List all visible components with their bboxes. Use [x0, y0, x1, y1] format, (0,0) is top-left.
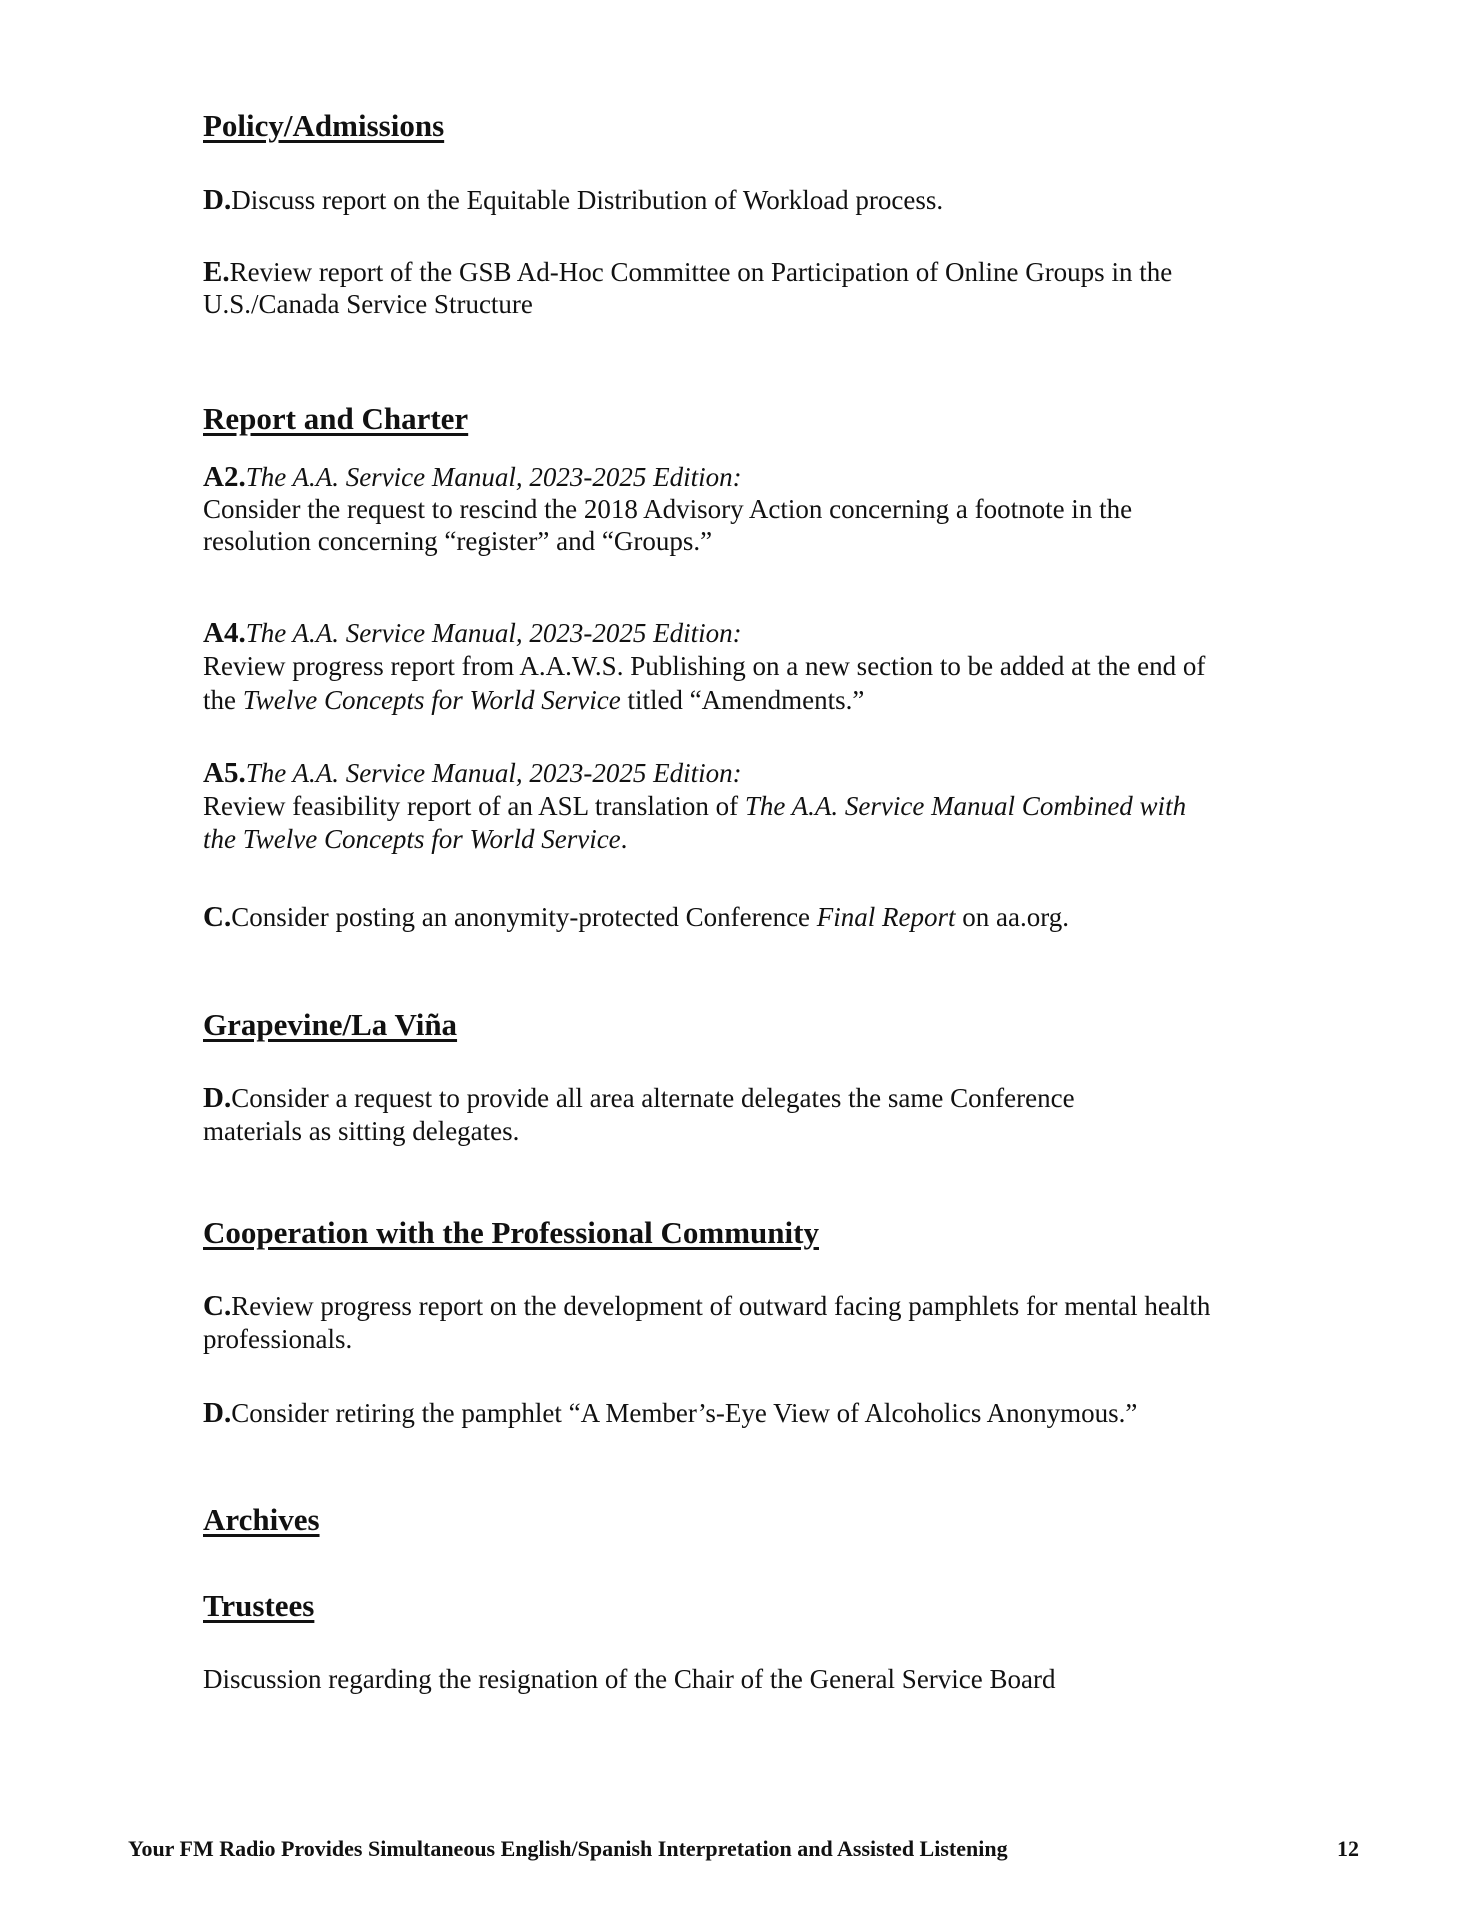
agenda-item-cpc-c-cont: professionals. — [203, 1324, 353, 1354]
section-heading-policy-admissions: Policy/Admissions — [203, 108, 445, 143]
text: on aa.org. — [955, 902, 1070, 932]
report-title: Final Report — [816, 902, 956, 932]
agenda-item-report-c — [203, 903, 1069, 932]
agenda-item-cpc-d — [203, 1399, 1137, 1428]
item-label: C. — [203, 901, 232, 933]
agenda-item-policy-d — [203, 186, 943, 215]
agenda-item-grapevine-d-cont: materials as sitting delegates. — [203, 1116, 520, 1146]
text: the — [203, 685, 243, 715]
section-heading-report-and-charter: Report and Charter — [203, 401, 469, 436]
item-label: E. — [203, 256, 230, 288]
agenda-item-cpc-c — [203, 1292, 1210, 1321]
item-label: D. — [203, 184, 232, 216]
section-heading-grapevine: Grapevine/La Viña — [203, 1007, 458, 1042]
item-label: A2. — [203, 461, 246, 493]
section-heading-cpc: Cooperation with the Professional Community — [203, 1215, 819, 1250]
agenda-item-report-a4-title — [203, 619, 742, 648]
text: titled “Amendments.” — [620, 685, 865, 715]
item-label: D. — [203, 1082, 232, 1114]
agenda-item-report-a2-line2: resolution concerning “register” and “Groups.” — [203, 526, 713, 556]
item-label: D. — [203, 1397, 232, 1429]
item-title: The A.A. Service Manual, 2023-2025 Edition: — [245, 462, 742, 492]
item-text-line1: Consider a request to provide all area alternate delegates the same Conference — [231, 1083, 1075, 1113]
item-title: The A.A. Service Manual, 2023-2025 Edition: — [245, 618, 742, 648]
agenda-item-trustees: Discussion regarding the resignation of the Chair of the General Service Board — [203, 1664, 1056, 1694]
agenda-item-policy-e — [203, 258, 1172, 287]
item-text-line1: Review report of the GSB Ad-Hoc Committee on Participation of Online Groups in the — [229, 257, 1173, 287]
text: Review feasibility report of an ASL translation of — [203, 791, 745, 821]
item-text-line1: Review progress report on the development of outward facing pamphlets for mental health — [231, 1291, 1211, 1321]
agenda-item-report-a4-line1: Review progress report from A.A.W.S. Publishing on a new section to be added at the end of — [203, 651, 1206, 681]
item-label: A5. — [203, 757, 246, 789]
item-label: C. — [203, 1290, 232, 1322]
agenda-item-report-a2-title — [203, 463, 742, 492]
agenda-item-report-a5-line2 — [203, 826, 627, 853]
item-label: A4. — [203, 617, 246, 649]
agenda-item-grapevine-d — [203, 1084, 1075, 1113]
footer-text: Your FM Radio Provides Simultaneous English/Spanish Interpretation and Assisted Listening — [128, 1836, 1008, 1861]
section-heading-trustees: Trustees — [203, 1588, 315, 1623]
page-number: 12 — [1337, 1836, 1359, 1861]
agenda-item-report-a5-line1 — [203, 793, 1186, 820]
agenda-item-report-a4-line2 — [203, 687, 864, 714]
book-title: The A.A. Service Manual Combined with — [744, 791, 1187, 821]
agenda-item-report-a2-line1: Consider the request to rescind the 2018 Advisory Action concerning a footnote in the — [203, 494, 1133, 524]
text: . — [620, 824, 628, 854]
item-text: Discuss report on the Equitable Distribution of Workload process. — [231, 185, 944, 215]
item-title: The A.A. Service Manual, 2023-2025 Edition: — [245, 758, 742, 788]
book-title: Twelve Concepts for World Service — [242, 685, 621, 715]
item-text: Consider retiring the pamphlet “A Member’s-Eye View of Alcoholics Anonymous.” — [231, 1398, 1138, 1428]
agenda-item-policy-e-cont: U.S./Canada Service Structure — [203, 289, 533, 319]
text: Consider posting an anonymity-protected Conference — [231, 902, 817, 932]
agenda-item-report-a5-title — [203, 759, 742, 788]
book-title: the Twelve Concepts for World Service — [203, 824, 621, 854]
section-heading-archives: Archives — [203, 1502, 320, 1537]
